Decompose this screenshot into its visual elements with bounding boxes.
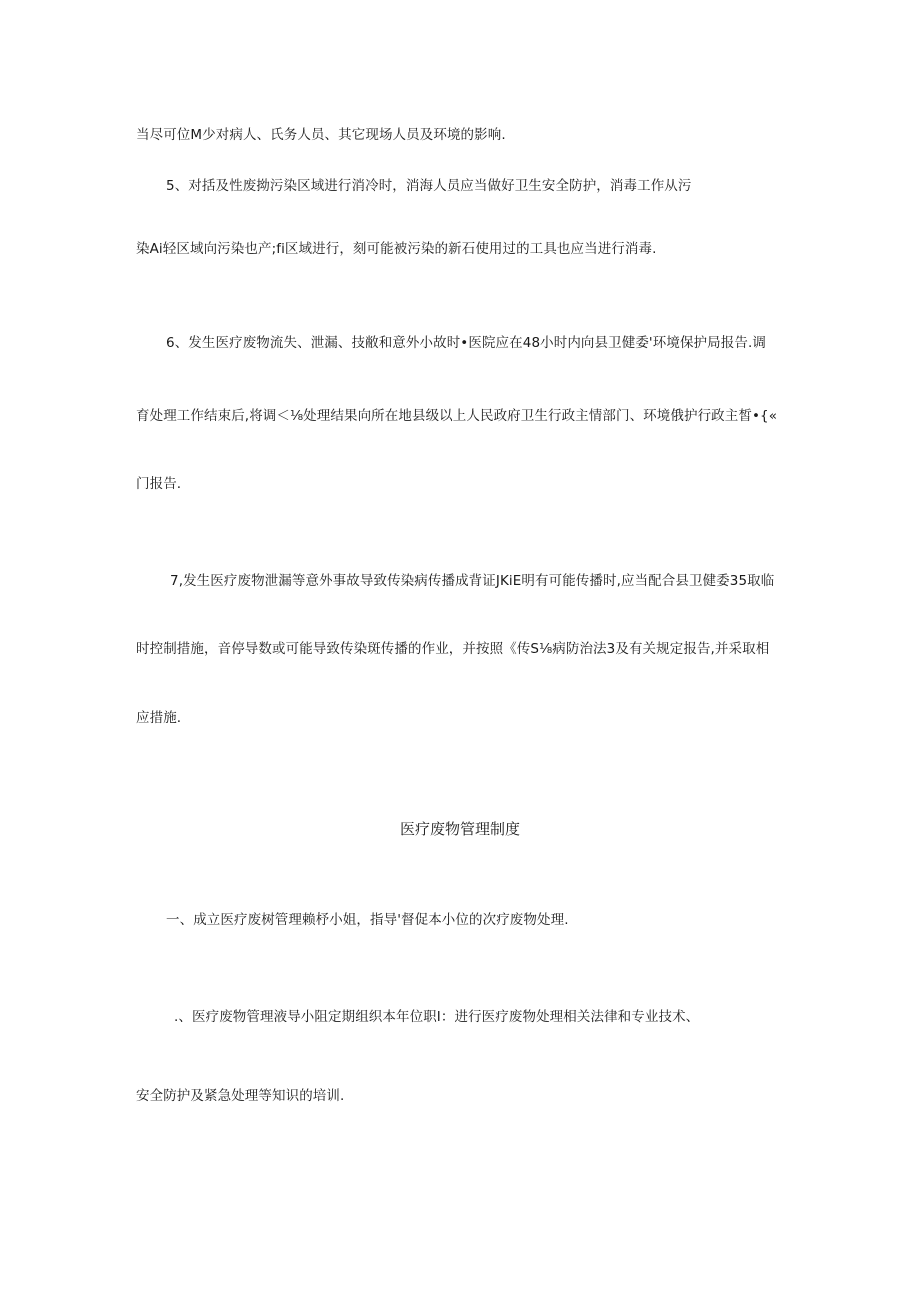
item-6-line-3: 门报告.	[136, 476, 182, 492]
rule-item-1: 一、成立医疗废树管理赖杼小姐，指导'督促本小位的次疗废物处理.	[166, 912, 569, 928]
item-7-line-1: 7,发生医疗废物泄漏等意外事故导致传染病传播成背证JKiE明有可能传播时,应当配合县卫健委35取临	[170, 573, 775, 589]
item-7-line-3: 应措施.	[136, 710, 182, 726]
item-6-line-1: 6、发生医疗废物流失、泄漏、技敝和意外小故时•医院应在48小时内向县卫健委'环境保护局报告.调	[166, 335, 766, 351]
paragraph-line: 当尽可位M少对病人、氏务人员、其它现场人员及环境的影响.	[136, 127, 506, 143]
section-title: 医疗废物管理制度	[399, 820, 520, 838]
item-7-line-2: 时控制措施，音停导数或可能导致传染斑传播的作业，并按照《传S⅛病防治法3及有关规定报告,并采取相	[136, 641, 770, 657]
rule-item-2-line-2: 安全防护及紧急处理等知识的培训.	[136, 1088, 345, 1104]
item-5-line-1: 5、对括及性废拗污染区域进行消冷时，消海人员应当做好卫生安全防护，消毒工作从污	[166, 178, 692, 194]
item-6-line-2: 育处理工作结束后,将调＜⅛处理结果向所在地县级以上人民政府卫生行政主情部门、环境俄护行政主皙•{«	[136, 408, 778, 424]
item-5-line-2: 染Ai轻区域向污染也产;fi区域进行，刻可能被污染的新石使用过的工具也应当进行消毒.	[136, 241, 657, 257]
rule-item-2-line-1: .、医疗废物管理液导小阻定期组织本年位职I：进行医疗废物处理相关法律和专业技术、	[174, 1009, 700, 1025]
